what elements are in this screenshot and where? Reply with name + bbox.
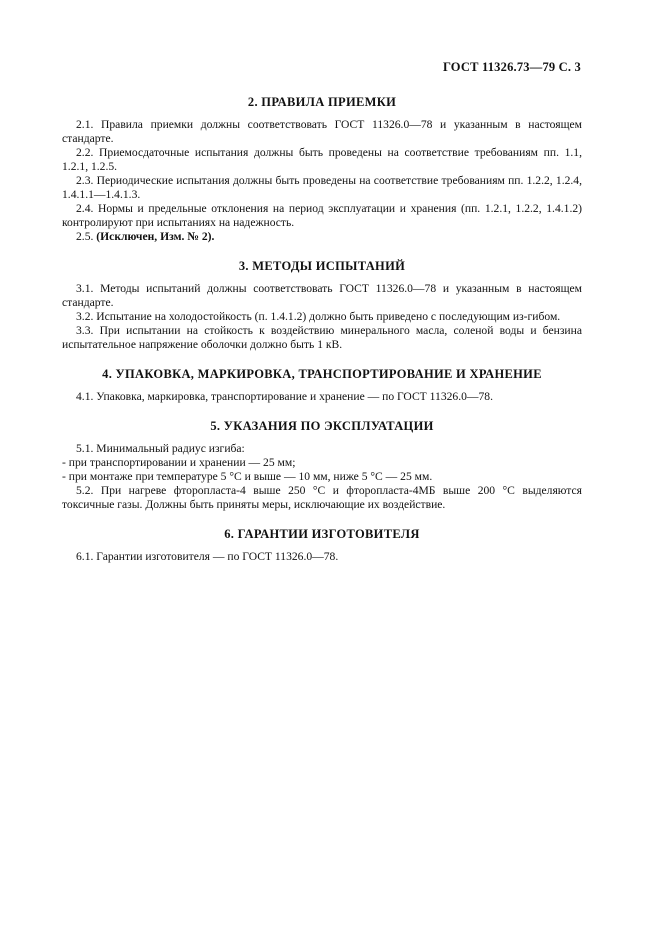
- paragraph-2-4: 2.4. Нормы и предельные отклонения на период эксплуатации и хранения (пп. 1.2.1, 1.2.2, 1.4.1.2) контролируют при испытаниях на надежность.: [62, 202, 582, 229]
- paragraph-2-5: [62, 230, 582, 244]
- paragraph-2-2: 2.2. Приемосдаточные испытания должны быть проведены на соответствие требованиям пп. 1.1, 1.2.1, 1.2.5.: [62, 146, 582, 173]
- section-6: [62, 527, 582, 564]
- section-4-title: 4. УПАКОВКА, МАРКИРОВКА, ТРАНСПОРТИРОВАНИЕ И ХРАНЕНИЕ: [102, 367, 542, 381]
- section-2-title: 2. ПРАВИЛА ПРИЕМКИ: [247, 95, 397, 109]
- paragraph-5-1: 5.1. Минимальный радиус изгиба:: [76, 442, 245, 455]
- section-6-title: 6. ГАРАНТИИ ИЗГОТОВИТЕЛЯ: [224, 527, 420, 541]
- document-body: [62, 95, 582, 579]
- paragraph-3-1: 3.1. Методы испытаний должны соответствовать ГОСТ 11326.0—78 и указанным в настоящем стандарте.: [62, 282, 582, 309]
- section-3: [62, 259, 582, 352]
- paragraph-3-2: 3.2. Испытание на холодостойкость (п. 1.4.1.2) должно быть приведено с последующим из-гибом.: [76, 310, 561, 323]
- paragraph-6-1: 6.1. Гарантии изготовителя — по ГОСТ 11326.0—78.: [76, 550, 339, 563]
- section-5: [62, 419, 582, 512]
- paragraph-3-3: 3.3. При испытании на стойкость к воздействию минерального масла, соленой воды и бензина испытательное напряжение оболочки должно быть 1 кВ.: [62, 324, 582, 351]
- paragraph-5-2: 5.2. При нагреве фторопласта-4 выше 250 °С и фторопласта-4МБ выше 200 °С выделяются токсичные газы. Должны быть приняты меры, исключающие их воздействие.: [62, 484, 582, 511]
- paragraph-2-3: 2.3. Периодические испытания должны быть проведены на соответствие требованиям пп. 1.2.2, 1.2.4, 1.4.1.1—1.4.1.3.: [62, 174, 582, 201]
- paragraph-2-5-text: (Исключен, Изм. № 2).: [96, 230, 215, 243]
- section-3-title: 3. МЕТОДЫ ИСПЫТАНИЙ: [238, 259, 406, 273]
- list-item-mounting: - при монтаже при температуре 5 °С и выше — 10 мм, ниже 5 °С — 25 мм.: [62, 470, 433, 483]
- paragraph-2-5-number: 2.5.: [76, 230, 94, 243]
- list-item-transport: - при транспортировании и хранении — 25 мм;: [62, 456, 296, 469]
- page-header: ГОСТ 11326.73—79 С. 3: [442, 60, 581, 74]
- paragraph-4-1: 4.1. Упаковка, маркировка, транспортирование и хранение — по ГОСТ 11326.0—78.: [76, 390, 493, 403]
- section-5-title: 5. УКАЗАНИЯ ПО ЭКСПЛУАТАЦИИ: [210, 419, 434, 433]
- paragraph-2-1: 2.1. Правила приемки должны соответствовать ГОСТ 11326.0—78 и указанным в настоящем стандарте.: [62, 118, 582, 145]
- section-2: [62, 95, 582, 244]
- section-4: [62, 367, 582, 404]
